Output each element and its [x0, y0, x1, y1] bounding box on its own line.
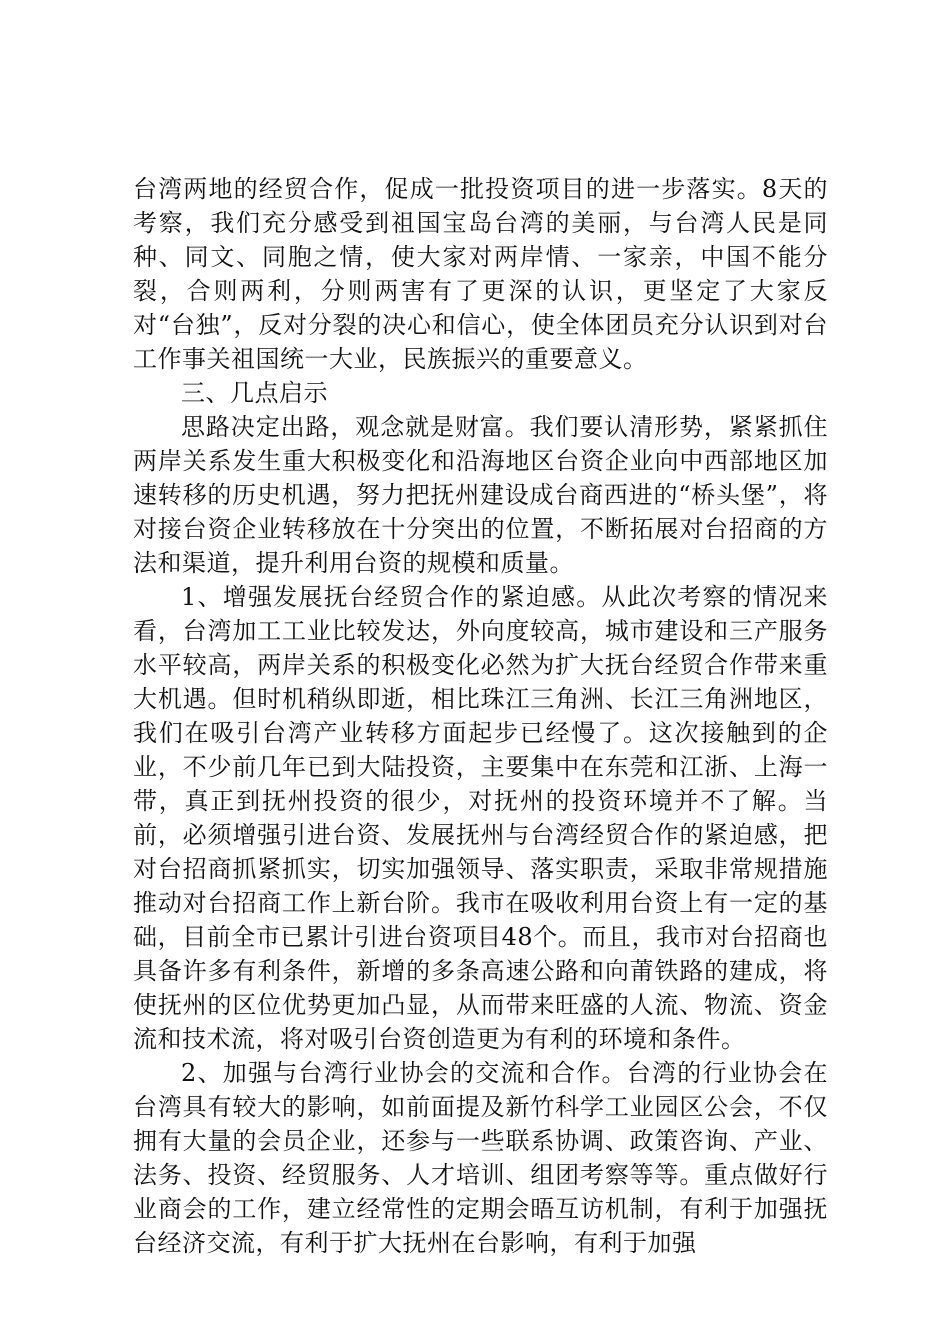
section-heading: 三、几点启示 [181, 379, 328, 407]
document-body [133, 172, 828, 1260]
paragraph-continuation: 台湾两地的经贸合作，促成一批投资项目的进一步落实。8天的考察，我们充分感受到祖国宝岛台湾的美丽，与台湾人民是同种、同文、同胞之情，使大家对两岸情、一家亲，中国不能分裂，合则两利，分则两害有了更深的认识，更坚定了大家反对“台独”，反对分裂的决心和信心，使全体团员充分认识到对台工作事关祖国统一大业，民族振兴的重要意义。 [133, 175, 828, 373]
paragraph-point-1: 1、增强发展抚台经贸合作的紧迫感。从此次考察的情况来看，台湾加工工业比较发达，外向度较高，城市建设和三产服务水平较高，两岸关系的积极变化必然为扩大抚台经贸合作带来重大机遇。但时机稍纵即逝，相比珠江三角洲、长江三角洲地区，我们在吸引台湾产业转移方面起步已经慢了。这次接触到的企业，不少前几年已到大陆投资，主要集中在东莞和江浙、上海一带，真正到抚州投资的很少，对抚州的投资环境并不了解。当前，必须增强引进台资、发展抚州与台湾经贸合作的紧迫感，把对台招商抓紧抓实，切实加强领导、落实职责，采取非常规措施推动对台招商工作上新台阶。我市在吸收利用台资上有一定的基础，目前全市已累计引进台资项目48个。而且，我市对台招商也具备许多有利条件，新增的多条高速公路和向莆铁路的建成，将使抚州的区位优势更加凸显，从而带来旺盛的人流、物流、资金流和技术流，将对吸引台资创造更为有利的环境和条件。 [133, 583, 828, 1053]
paragraph-intro: 思路决定出路，观念就是财富。我们要认清形势，紧紧抓住两岸关系发生重大积极变化和沿海地区台资企业向中西部地区加速转移的历史机遇，努力把抚州建设成台商西进的“桥头堡”，将对接台资企业转移放在十分突出的位置，不断拓展对台招商的方法和渠道，提升利用台资的规模和质量。 [133, 413, 828, 577]
paragraph-point-2: 2、加强与台湾行业协会的交流和合作。台湾的行业协会在台湾具有较大的影响，如前面提及新竹科学工业园区公会，不仅拥有大量的会员企业，还参与一些联系协调、政策咨询、产业、法务、投资、经贸服务、人才培训、组团考察等等。重点做好行业商会的工作，建立经常性的定期会晤互访机制，有利于加强抚台经济交流，有利于扩大抚州在台影响，有利于加强 [133, 1059, 828, 1257]
